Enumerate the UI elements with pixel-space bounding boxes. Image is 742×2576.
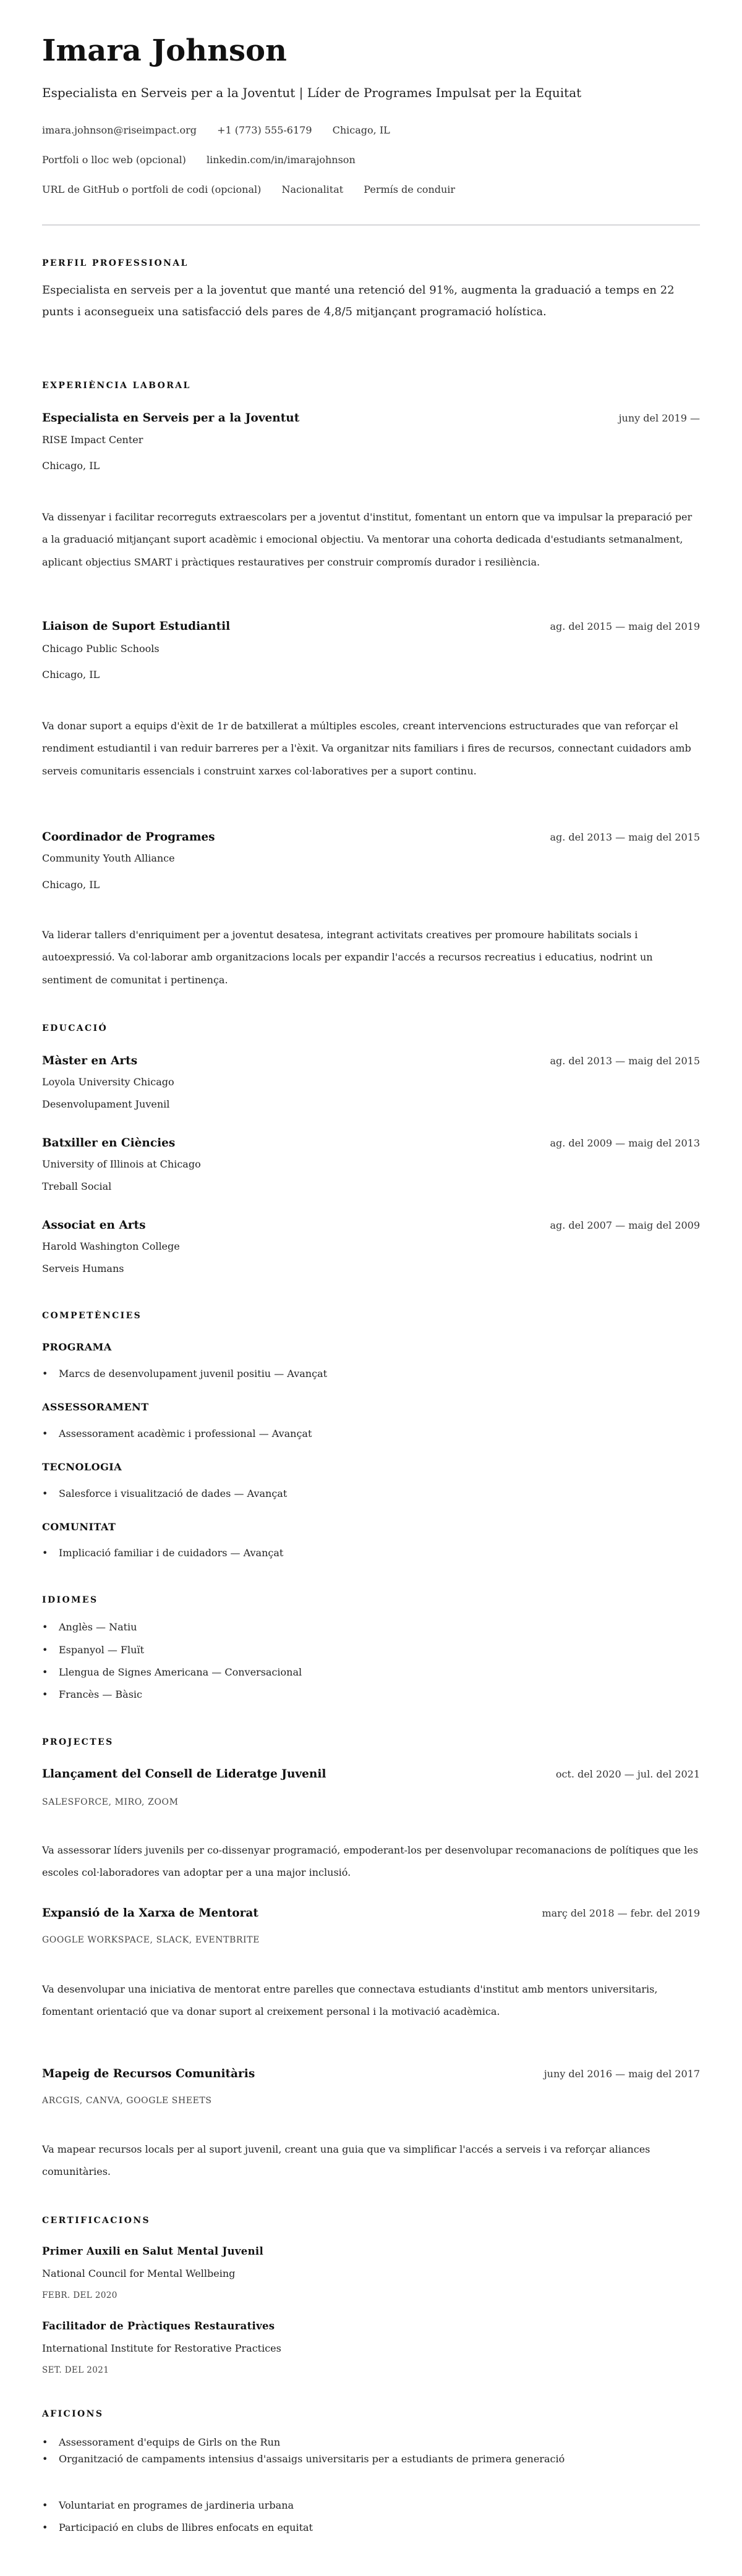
section-title-languages: IDIOMES [42, 1595, 98, 1605]
certification-name: Facilitador de Pràctiques Restauratives [42, 2320, 275, 2332]
job-company: RISE Impact Center [42, 434, 143, 446]
job-location: Chicago, IL [42, 879, 100, 891]
project-name: Expansió de la Xarxa de Mentorat [42, 1907, 258, 1920]
section-title-projects: PROJECTES [42, 1737, 114, 1747]
language-item [42, 1688, 142, 1700]
headline: Especialista en Serveis per a la Joventut | Líder de Programes Impulsat per la Equitat [42, 85, 582, 100]
skill-item [42, 1428, 312, 1439]
bullet-icon: • [42, 1666, 48, 1678]
certification-issuer: National Council for Mental Wellbeing [42, 2268, 236, 2279]
language-item [42, 1666, 302, 1678]
email-link[interactable]: imara.johnson@riseimpact.org [42, 124, 197, 136]
certification-issuer: International Institute for Restorative Practices [42, 2342, 281, 2354]
job-description: Va dissenyar i facilitar recorreguts extraescolars per a joventut d'institut, fomentant un entorn que va impulsar la preparació per a la graduació mitjançant suport acadèmic i emocional objectiu. Va mentorar una cohorta dedicada d'estudiants setmanalment, aplicant objectius SMART i pràctiques restauratives per construir compromís durador i resiliència. [42, 511, 693, 568]
candidate-name: Imara Johnson [42, 33, 287, 68]
certification-name: Primer Auxili en Salut Mental Juvenil [42, 2245, 264, 2257]
hobby-item [42, 2499, 294, 2511]
degree-title: Màster en Arts [42, 1054, 138, 1067]
project-description: Va desenvolupar una iniciativa de mentorat entre parelles que connectava estudiants d'institut amb mentors universitaris, fomentant orientació que va donar suport al creixement personal i la motivació acadèmica. [42, 1983, 658, 2018]
project-tech: SALESFORCE, MIRO, ZOOM [42, 1797, 179, 1807]
job-company: Community Youth Alliance [42, 852, 175, 864]
degree-dates: ag. del 2007 — maig del 2009 [550, 1219, 700, 1231]
job-title: Liaison de Suport Estudiantil [42, 620, 231, 633]
certification-date: SET. DEL 2021 [42, 2365, 109, 2375]
field-of-study: Desenvolupament Juvenil [42, 1098, 170, 1110]
school-name: Harold Washington College [42, 1240, 180, 1252]
bullet-icon: • [42, 1547, 48, 1559]
bullet-icon: • [42, 1428, 48, 1439]
language-text: Espanyol — Fluït [59, 1644, 145, 1656]
linkedin-link[interactable]: linkedin.com/in/imarajohnson [206, 154, 356, 166]
certification-date: FEBR. DEL 2020 [42, 2290, 117, 2300]
bullet-icon: • [42, 1621, 48, 1633]
skill-text: Marcs de desenvolupament juvenil positiu — Avançat [59, 1368, 327, 1379]
skill-category: COMUNITAT [42, 1521, 116, 1533]
contact-row-2 [42, 154, 373, 166]
skill-text: Assessorament acadèmic i professional — Avançat [59, 1428, 312, 1439]
hobby-text: Voluntariat en programes de jardineria urbana [59, 2499, 294, 2511]
skill-item [42, 1488, 287, 1499]
phone-text: +1 (773) 555-6179 [217, 124, 312, 136]
job-dates: ag. del 2015 — maig del 2019 [550, 621, 700, 632]
project-dates: juny del 2016 — maig del 2017 [544, 2068, 700, 2080]
bullet-icon: • [42, 2453, 48, 2465]
project-tech: ARCGIS, CANVA, GOOGLE SHEETS [42, 2096, 212, 2106]
contact-row-1 [42, 124, 407, 136]
project-name: Llançament del Consell de Lideratge Juvenil [42, 1768, 326, 1781]
skill-category: ASSESSORAMENT [42, 1401, 149, 1413]
skill-text: Salesforce i visualització de dades — Avançat [59, 1488, 288, 1499]
language-text: Francès — Bàsic [59, 1688, 142, 1700]
degree-dates: ag. del 2013 — maig del 2015 [550, 1055, 700, 1067]
project-dates: març del 2018 — febr. del 2019 [542, 1907, 700, 1919]
job-location: Chicago, IL [42, 460, 100, 472]
hobby-item [42, 2436, 280, 2448]
job-dates: ag. del 2013 — maig del 2015 [550, 831, 700, 843]
bullet-icon: • [42, 2436, 48, 2448]
section-title-experience: EXPERIÈNCIA LABORAL [42, 381, 191, 391]
field-of-study: Treball Social [42, 1180, 112, 1192]
hobby-item [42, 2522, 313, 2533]
language-text: Llengua de Signes Americana — Conversacional [59, 1666, 302, 1678]
degree-title: Batxiller en Ciències [42, 1137, 176, 1150]
section-title-certifications: CERTIFICACIONS [42, 2216, 151, 2226]
job-description: Va donar suport a equips d'èxit de 1r de batxillerat a múltiples escoles, creant intervencions estructurades que van reforçar el rendiment estudiantil i van reduir barreres per a l'èxit. Va organitzar nits familiars i fires de recursos, connectant cuidadors amb serveis comunitaris essencials i construint xarxes col·laboratives per a suport continu. [42, 720, 691, 777]
hobby-text: Organització de campaments intensius d'assaigs universitaris per a estudiants de primera generació [59, 2453, 565, 2465]
degree-dates: ag. del 2009 — maig del 2013 [550, 1137, 700, 1149]
project-description: Va mapear recursos locals per al suport juvenil, creant una guia que va simplificar l'accés a serveis i va reforçar aliances comunitàries. [42, 2143, 650, 2178]
job-company: Chicago Public Schools [42, 643, 160, 655]
bullet-icon: • [42, 1644, 48, 1656]
job-dates: juny del 2019 — [618, 412, 700, 424]
language-text: Anglès — Natiu [59, 1621, 137, 1633]
project-tech: GOOGLE WORKSPACE, SLACK, EVENTBRITE [42, 1935, 260, 1945]
nationality-text: Nacionalitat [281, 184, 344, 195]
hobby-text: Participació en clubs de llibres enfocats en equitat [59, 2522, 313, 2533]
language-item [42, 1644, 144, 1656]
bullet-icon: • [42, 1368, 48, 1379]
section-title-education: EDUCACIÓ [42, 1023, 108, 1033]
hobby-item [42, 2448, 700, 2470]
school-name: University of Illinois at Chicago [42, 1158, 201, 1170]
project-name: Mapeig de Recursos Comunitàris [42, 2067, 255, 2080]
school-name: Loyola University Chicago [42, 1076, 174, 1088]
project-description: Va assessorar líders juvenils per co-dissenyar programació, empoderant-los per desenvolupar recomanacions de polítiques que les escoles col·laboradores van adoptar per a una major inclusió. [42, 1844, 699, 1879]
bullet-icon: • [42, 2499, 48, 2511]
skill-category: PROGRAMA [42, 1341, 112, 1353]
driving-license-text: Permís de conduir [364, 184, 456, 195]
section-title-hobbies: AFICIONS [42, 2409, 104, 2419]
skill-text: Implicació familiar i de cuidadors — Avançat [59, 1547, 284, 1559]
job-description: Va liderar tallers d'enriquiment per a joventut desatesa, integrant activitats creatives per promoure habilitats socials i autoexpressió. Va col·laborar amb organitzacions locals per expandir l'accés a recursos recreatius i educatius, nodrint un sentiment de comunitat i pertinença. [42, 929, 653, 986]
contact-row-3 [42, 184, 472, 195]
section-title-summary: PERFIL PROFESSIONAL [42, 258, 189, 268]
field-of-study: Serveis Humans [42, 1263, 124, 1274]
job-title: Especialista en Serveis per a la Joventut [42, 412, 300, 425]
bullet-icon: • [42, 1688, 48, 1700]
section-title-skills: COMPETÈNCIES [42, 1311, 142, 1321]
job-location: Chicago, IL [42, 669, 100, 680]
bullet-icon: • [42, 1488, 48, 1499]
header-divider [42, 224, 700, 226]
summary-text: Especialista en serveis per a la joventut que manté una retenció del 91%, augmenta la graduació a temps en 22 punts i aconsegueix una satisfacció dels pares de 4,8/5 mitjançant programació holística. [42, 284, 675, 318]
degree-title: Associat en Arts [42, 1219, 146, 1232]
location-text: Chicago, IL [332, 124, 390, 136]
bullet-icon: • [42, 2522, 48, 2533]
github-link[interactable]: URL de GitHub o portfoli de codi (opcional) [42, 184, 262, 195]
job-title: Coordinador de Programes [42, 831, 215, 844]
project-dates: oct. del 2020 — jul. del 2021 [555, 1768, 700, 1780]
hobby-text: Assessorament d'equips de Girls on the Run [59, 2436, 281, 2448]
skill-category: TECNOLOGIA [42, 1461, 122, 1473]
skill-item [42, 1368, 327, 1379]
skill-item [42, 1547, 283, 1559]
language-item [42, 1621, 137, 1633]
portfolio-link[interactable]: Portfoli o lloc web (opcional) [42, 154, 186, 166]
